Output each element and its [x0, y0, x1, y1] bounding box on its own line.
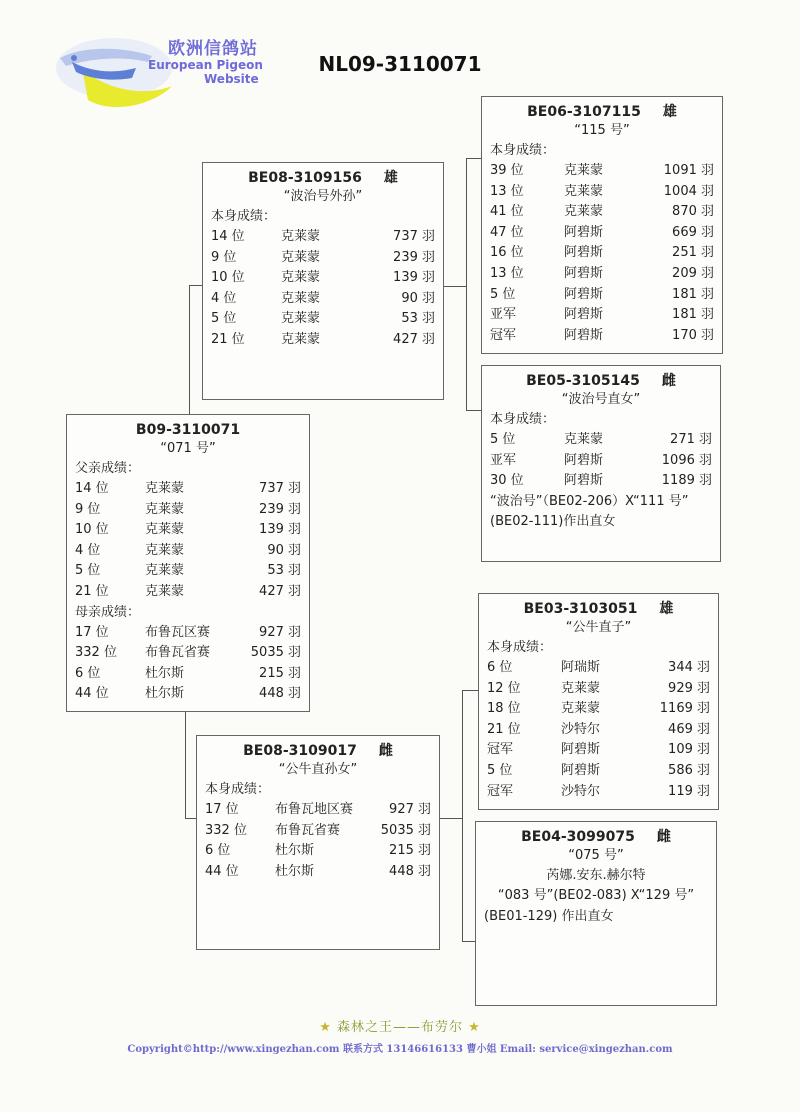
result-row — [487, 720, 710, 741]
ring-id: BE05-3105145 — [526, 373, 640, 389]
result-rank: 41 位 — [490, 204, 524, 220]
result-race: 沙特尔 — [561, 721, 601, 737]
nickname: “075 号” — [568, 848, 624, 863]
result-birds: 1189 羽 — [661, 473, 712, 489]
results-list — [490, 161, 714, 346]
dam-dam-card — [475, 821, 717, 1006]
dam-card — [196, 735, 440, 950]
sex-label: 雌 — [656, 829, 671, 845]
result-rank: 17 位 — [205, 802, 239, 817]
ring-id: BE08-3109017 — [243, 743, 357, 759]
result-race: 克莱蒙 — [145, 522, 185, 538]
result-race: 杜尔斯 — [145, 665, 185, 681]
results-label: 本身成绩： — [490, 412, 556, 427]
result-race: 阿碧斯 — [564, 224, 604, 240]
result-birds: 669 羽 — [672, 224, 714, 240]
nickname: “115 号” — [574, 123, 630, 138]
sex-label: 雄 — [659, 601, 674, 617]
breeding-note: “波治号”（BE02-206）X“111 号” — [490, 493, 689, 509]
result-rank: 14 位 — [75, 481, 109, 496]
result-rank: 9 位 — [211, 249, 237, 265]
result-birds: 215 羽 — [389, 843, 431, 859]
result-race: 阿碧斯 — [564, 452, 604, 468]
results-label: 本身成绩： — [490, 143, 556, 158]
father-results-label: 父亲成绩： — [75, 461, 141, 476]
connector-line — [189, 285, 203, 286]
result-row — [211, 289, 435, 310]
result-birds: 427 羽 — [393, 331, 435, 347]
dam-sire-card — [478, 593, 719, 810]
owner-name: 芮娜.安东.赫尔特 — [546, 868, 646, 883]
father-results-list — [75, 479, 301, 603]
result-birds: 90 羽 — [267, 542, 301, 558]
sire-dam-card — [481, 365, 721, 562]
breeding-note: (BE02-111)作出直女 — [490, 514, 616, 530]
result-row — [211, 248, 435, 269]
connector-line — [462, 941, 475, 942]
result-rank: 6 位 — [487, 660, 513, 675]
sex-label: 雌 — [661, 373, 676, 389]
sex-label: 雄 — [662, 104, 677, 120]
results-label: 本身成绩： — [205, 782, 271, 797]
result-birds: 53 羽 — [401, 311, 435, 327]
result-row — [490, 451, 712, 472]
result-birds: 170 羽 — [672, 327, 714, 343]
result-race: 阿碧斯 — [564, 307, 604, 323]
sex-label: 雌 — [378, 743, 393, 759]
result-rank: 10 位 — [75, 522, 109, 538]
result-row — [75, 664, 301, 685]
result-row — [487, 761, 710, 782]
result-race: 阿碧斯 — [561, 762, 601, 778]
result-rank: 332 位 — [205, 822, 247, 838]
sire-card — [202, 162, 444, 400]
result-row — [490, 285, 714, 306]
result-race: 克莱蒙 — [145, 481, 185, 496]
result-rank: 21 位 — [75, 583, 109, 599]
result-row — [490, 202, 714, 223]
result-row — [75, 643, 301, 664]
result-row — [490, 305, 714, 326]
nickname: “公牛直孙女” — [278, 762, 358, 777]
results-list — [211, 227, 435, 351]
result-row — [211, 330, 435, 351]
result-rank: 13 位 — [490, 265, 524, 281]
nickname: “波治号外孙” — [283, 189, 363, 204]
result-row — [211, 309, 435, 330]
nickname: “071 号” — [160, 441, 216, 456]
results-label: 本身成绩： — [487, 640, 553, 655]
result-race: 阿碧斯 — [564, 327, 604, 343]
logo-english-line2: Website — [204, 72, 259, 86]
result-rank: 5 位 — [490, 432, 516, 447]
result-rank: 39 位 — [490, 163, 524, 178]
result-row — [205, 841, 431, 862]
result-row — [487, 699, 710, 720]
connector-line — [185, 712, 186, 819]
result-birds: 448 羽 — [389, 863, 431, 879]
sire-sire-card — [481, 96, 723, 354]
result-birds: 139 羽 — [259, 522, 301, 538]
result-birds: 239 羽 — [259, 501, 301, 517]
result-rank: 亚军 — [490, 452, 517, 468]
mother-results-list — [75, 623, 301, 705]
result-race: 克莱蒙 — [281, 331, 321, 347]
star-icon: ★ — [319, 1020, 332, 1035]
result-birds: 427 羽 — [259, 583, 301, 599]
result-race: 布鲁瓦省赛 — [275, 822, 341, 838]
results-list — [490, 430, 712, 492]
result-row — [487, 679, 710, 700]
footer-title-text: 森林之王——布劳尔 — [336, 1020, 463, 1035]
ring-number — [205, 742, 431, 760]
result-row — [75, 500, 301, 521]
result-rank: 21 位 — [487, 721, 521, 737]
breeding-note: (BE01-129) 作出直女 — [484, 908, 614, 924]
result-race: 克莱蒙 — [281, 290, 321, 306]
result-rank: 5 位 — [75, 563, 101, 579]
connector-line — [462, 690, 463, 942]
result-birds: 1091 羽 — [663, 163, 714, 178]
result-race: 克莱蒙 — [561, 680, 601, 696]
result-row — [211, 227, 435, 248]
result-race: 克莱蒙 — [281, 311, 321, 327]
result-birds: 1004 羽 — [663, 183, 714, 199]
result-rank: 5 位 — [211, 311, 237, 327]
result-race: 杜尔斯 — [275, 843, 315, 859]
subject-card — [66, 414, 310, 712]
result-birds: 469 羽 — [668, 721, 710, 737]
result-row — [75, 684, 301, 705]
result-race: 克莱蒙 — [564, 163, 604, 178]
result-birds: 181 羽 — [672, 307, 714, 323]
ring-id: BE04-3099075 — [521, 829, 635, 845]
result-birds: 737 羽 — [393, 229, 435, 244]
nickname: “公牛直子” — [565, 620, 632, 635]
results-list — [487, 658, 710, 802]
result-race: 布鲁瓦地区赛 — [275, 802, 354, 817]
result-race: 克莱蒙 — [281, 270, 321, 286]
connector-line — [466, 158, 482, 159]
result-birds: 927 羽 — [389, 802, 431, 817]
ring-id: BE08-3109156 — [248, 170, 362, 186]
star-icon: ★ — [468, 1020, 481, 1035]
result-race: 阿瑞斯 — [561, 660, 601, 675]
footer-title — [0, 1016, 800, 1035]
result-race: 克莱蒙 — [145, 583, 185, 599]
result-rank: 18 位 — [487, 701, 521, 717]
result-race: 克莱蒙 — [145, 501, 185, 517]
connector-line — [466, 410, 481, 411]
result-race: 阿碧斯 — [564, 245, 604, 261]
result-row — [490, 223, 714, 244]
result-rank: 亚军 — [490, 307, 517, 323]
result-row — [490, 430, 712, 451]
result-row — [75, 479, 301, 500]
nickname: “波治号直女” — [561, 392, 641, 407]
mother-results-label: 母亲成绩： — [75, 604, 141, 620]
result-rank: 6 位 — [205, 843, 231, 859]
result-race: 克莱蒙 — [281, 229, 321, 244]
result-row — [75, 582, 301, 603]
connector-line — [189, 285, 190, 414]
result-birds: 215 羽 — [259, 665, 301, 681]
ring-id: BE06-3107115 — [527, 104, 641, 120]
result-birds: 5035 羽 — [380, 822, 431, 838]
result-race: 克莱蒙 — [281, 249, 321, 265]
result-birds: 927 羽 — [259, 624, 301, 640]
result-birds: 929 羽 — [668, 680, 710, 696]
result-birds: 737 羽 — [259, 481, 301, 496]
result-row — [75, 561, 301, 582]
connector-line — [443, 286, 467, 287]
result-row — [490, 161, 714, 182]
result-birds: 1096 羽 — [661, 452, 712, 468]
page-title: NL09-3110071 — [318, 52, 482, 76]
result-race: 杜尔斯 — [275, 863, 315, 879]
result-birds: 870 羽 — [672, 204, 714, 220]
result-row — [490, 264, 714, 285]
result-rank: 332 位 — [75, 645, 117, 661]
results-label: 本身成绩： — [211, 209, 277, 224]
result-race: 克莱蒙 — [145, 563, 185, 579]
result-rank: 47 位 — [490, 224, 524, 240]
result-rank: 17 位 — [75, 624, 109, 640]
result-race: 杜尔斯 — [145, 686, 185, 702]
result-rank: 5 位 — [490, 286, 516, 302]
result-row — [490, 326, 714, 347]
result-race: 克莱蒙 — [561, 701, 601, 717]
result-rank: 21 位 — [211, 331, 245, 347]
result-birds: 53 羽 — [267, 563, 301, 579]
result-rank: 6 位 — [75, 665, 101, 681]
result-birds: 344 羽 — [668, 660, 710, 675]
result-rank: 9 位 — [75, 501, 101, 517]
result-row — [487, 740, 710, 761]
results-list — [205, 800, 431, 882]
result-race: 布鲁瓦区赛 — [145, 624, 211, 640]
ring-number — [484, 828, 708, 846]
ring-number — [490, 103, 714, 121]
result-birds: 90 羽 — [401, 290, 435, 306]
result-row — [205, 800, 431, 821]
result-rank: 4 位 — [211, 290, 237, 306]
result-row — [211, 268, 435, 289]
logo-chinese-text: 欧洲信鸽站 — [168, 39, 258, 59]
result-birds: 109 羽 — [668, 742, 710, 758]
result-row — [487, 658, 710, 679]
result-rank: 13 位 — [490, 183, 524, 199]
result-race: 阿碧斯 — [564, 265, 604, 281]
result-row — [490, 182, 714, 203]
result-rank: 10 位 — [211, 270, 245, 286]
result-row — [205, 821, 431, 842]
result-rank: 44 位 — [75, 686, 109, 702]
breeding-note: “083 号”(BE02-083) X“129 号” — [497, 888, 695, 903]
result-row — [205, 862, 431, 883]
result-rank: 30 位 — [490, 473, 524, 489]
result-rank: 12 位 — [487, 680, 521, 696]
result-row — [490, 243, 714, 264]
result-race: 阿碧斯 — [561, 742, 601, 758]
ring-number — [211, 169, 435, 187]
result-birds: 5035 羽 — [250, 645, 301, 661]
result-race: 克莱蒙 — [145, 542, 185, 558]
ring-number — [490, 372, 712, 390]
result-race: 阿碧斯 — [564, 286, 604, 302]
result-birds: 181 羽 — [672, 286, 714, 302]
result-rank: 5 位 — [487, 762, 513, 778]
result-rank: 44 位 — [205, 863, 239, 879]
result-birds: 239 羽 — [393, 249, 435, 265]
result-birds: 139 羽 — [393, 270, 435, 286]
result-birds: 119 羽 — [668, 783, 710, 799]
copyright-text: Copyright©http://www.xingezhan.com 联系方式 13146616133 曹小姐 Email: service@xingezhan.com — [127, 1044, 673, 1055]
result-row — [75, 623, 301, 644]
sex-label: 雄 — [383, 170, 398, 186]
result-race: 克莱蒙 — [564, 204, 604, 220]
result-race: 布鲁瓦省赛 — [145, 645, 211, 661]
logo-english-line1: European Pigeon — [148, 58, 263, 72]
result-birds: 586 羽 — [668, 762, 710, 778]
ring-number: B09-3110071 — [135, 422, 241, 438]
result-birds: 251 羽 — [672, 245, 714, 261]
result-birds: 209 羽 — [672, 265, 714, 281]
result-row — [490, 471, 712, 492]
result-row — [75, 541, 301, 562]
result-row — [75, 520, 301, 541]
ring-id: BE03-3103051 — [523, 601, 638, 617]
result-race: 克莱蒙 — [564, 432, 604, 447]
result-rank: 16 位 — [490, 245, 524, 261]
result-rank: 冠军 — [487, 783, 514, 799]
result-race: 克莱蒙 — [564, 183, 604, 199]
result-rank: 4 位 — [75, 542, 101, 558]
result-rank: 冠军 — [487, 742, 514, 758]
result-rank: 冠军 — [490, 327, 517, 343]
connector-line — [466, 158, 467, 411]
connector-line — [439, 818, 463, 819]
result-row — [487, 782, 710, 803]
result-birds: 448 羽 — [259, 686, 301, 702]
result-rank: 14 位 — [211, 229, 245, 244]
result-race: 阿碧斯 — [564, 473, 604, 489]
result-birds: 271 羽 — [670, 432, 712, 447]
result-birds: 1169 羽 — [659, 701, 710, 717]
ring-number — [487, 600, 710, 618]
connector-line — [462, 690, 478, 691]
result-race: 沙特尔 — [561, 783, 601, 799]
